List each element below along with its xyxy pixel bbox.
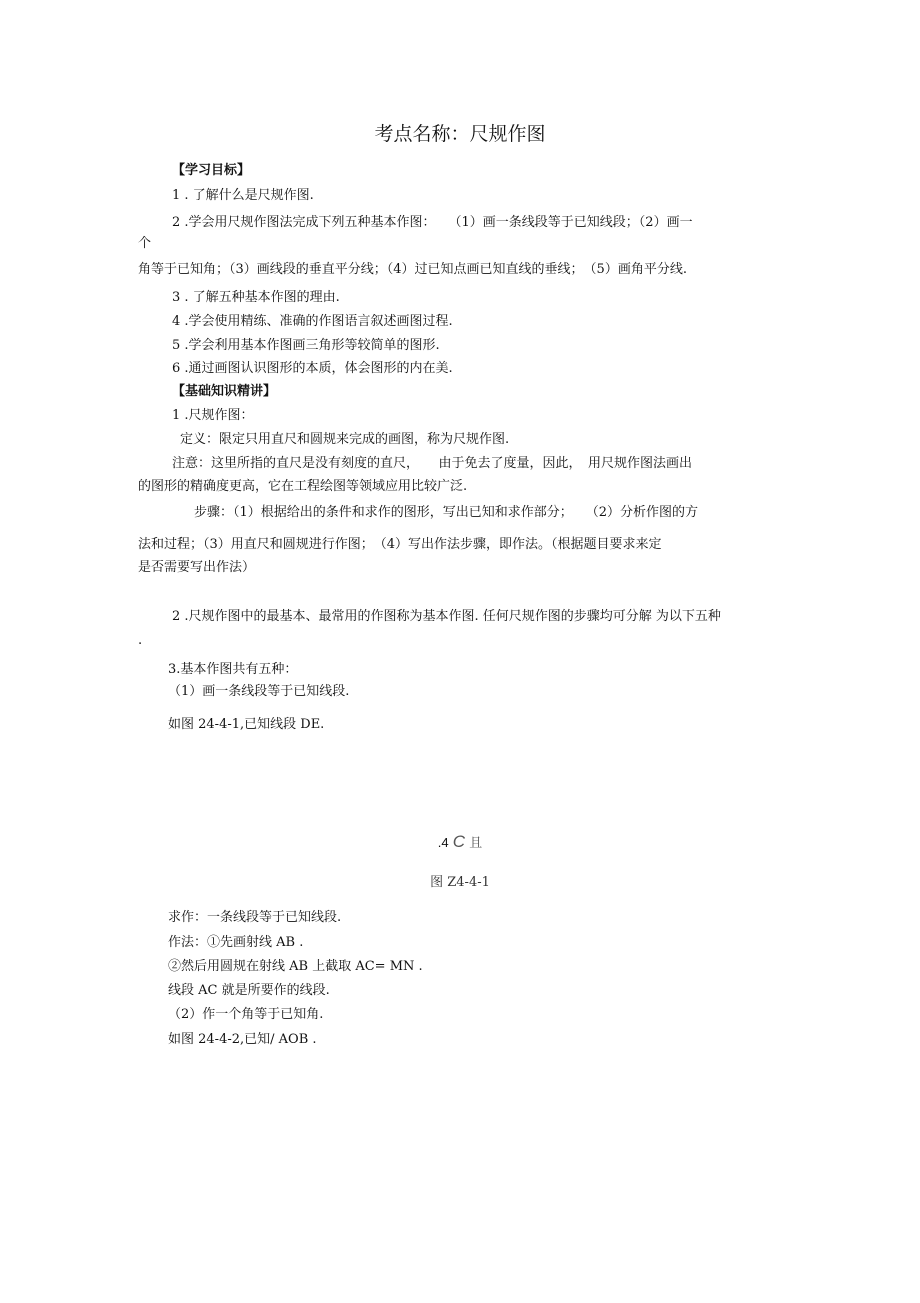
construction-result: 线段 AC 就是所要作的线段. <box>168 983 330 998</box>
steps-line-3: 是否需要写出作法） <box>138 560 256 575</box>
construction-1-heading: （1）画一条线段等于已知线段. <box>168 684 350 699</box>
figure-label-text <box>0 832 920 854</box>
construction-goal: 求作：一条线段等于已知线段. <box>168 910 342 925</box>
objective-item-5: 5 .学会利用基本作图画三角形等较简单的图形. <box>172 338 440 353</box>
figure-label-suffix: 且 <box>469 836 483 851</box>
learning-objectives-heading: 【学习目标】 <box>172 163 251 178</box>
objective-item-1: 1 . 了解什么是尺规作图. <box>172 188 314 203</box>
steps-line-2: 法和过程；（3）用直尺和圆规进行作图； （4）写出作法步骤，即作法。（根据题目要求来定 <box>138 537 662 552</box>
figure-reference-1: 如图 24-4-1,已知线段 DE. <box>168 717 325 732</box>
note-line-2: 的图形的精确度更高，它在工程绘图等领域应用比较广泛. <box>138 479 468 494</box>
figure-label-c: C <box>452 832 466 851</box>
figure-reference-2: 如图 24-4-2,已知/ AOB . <box>168 1032 317 1047</box>
construction-method-step-2: ②然后用圆规在射线 AB 上截取 AC= MN . <box>168 959 423 974</box>
objective-item-6: 6 .通过画图认识图形的本质，体会图形的内在美. <box>172 361 453 376</box>
definition-text: 定义：限定只用直尺和圆规来完成的画图，称为尺规作图. <box>180 432 510 447</box>
objective-item-2-wrap: 个 <box>138 236 152 251</box>
objective-item-2-cont: 角等于已知角；（3）画线段的垂直平分线；（4）过已知点画已知直线的垂线； （5）画角平分线. <box>138 262 687 277</box>
figure-caption: 图 Z4-4-1 <box>430 875 490 890</box>
construction-method-step-1: 作法：①先画射线 AB . <box>168 935 304 950</box>
construction-2-heading: （2）作一个角等于已知角. <box>168 1007 324 1022</box>
figure-label-prefix: .4 <box>437 835 449 850</box>
point-2-line-2: . <box>138 633 143 648</box>
note-line-1: 注意：这里所指的直尺是没有刻度的直尺， 由于免去了度量，因此， 用尺规作图法画出 <box>172 456 693 471</box>
objective-item-2: 2 .学会用尺规作图法完成下列五种基本作图： （1）画一条线段等于已知线段；（2）画一 <box>172 215 693 230</box>
objective-item-3: 3 . 了解五种基本作图的理由. <box>172 290 340 305</box>
basic-knowledge-heading: 【基础知识精讲】 <box>172 384 277 399</box>
steps-line-1: 步骤：（1）根据给出的条件和求作的图形，写出已知和求作部分； （2）分析作图的方 <box>194 505 699 520</box>
objective-item-4: 4 .学会使用精练、准确的作图语言叙述画图过程. <box>172 314 453 329</box>
point-3-heading: 3.基本作图共有五种： <box>168 662 298 677</box>
point-2-line-1: 2 .尺规作图中的最基本、最常用的作图称为基本作图. 任何尺规作图的步骤均可分解 为以下五种 <box>172 609 721 624</box>
page-title: 考点名称：尺规作图 <box>374 123 546 145</box>
subsection-compass-construction: 1 .尺规作图： <box>172 408 254 423</box>
